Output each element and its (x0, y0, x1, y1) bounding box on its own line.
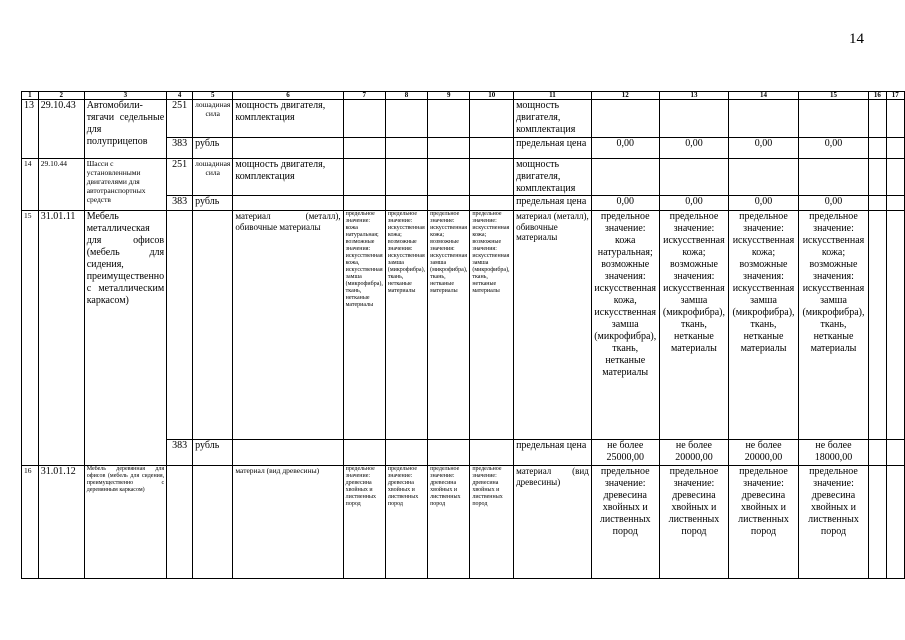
row-number: 14 (22, 159, 39, 211)
page-number: 14 (849, 31, 864, 47)
value-cell: 0,00 (729, 138, 799, 159)
value-cell (470, 100, 514, 138)
characteristic: предельная цена (514, 196, 592, 211)
value-cell (659, 159, 729, 196)
value-cell: предельное значение: искусственная кожа; возможные значения: искусственная замша (микрофибра), ткань, нетканые материалы (470, 211, 514, 440)
value-cell: предельное значение: древесина хвойных и лиственных пород (798, 466, 868, 579)
value-cell (343, 159, 385, 196)
value-cell (428, 100, 470, 138)
column-number-row (22, 92, 905, 100)
row-number: 15 (22, 211, 39, 466)
unit-name: рубль (193, 196, 233, 211)
value-cell: 0,00 (659, 196, 729, 211)
value-cell (385, 100, 427, 138)
value-cell: предельное значение: искусственная кожа; возможные значения: искусственная замша (микрофибра), ткань, нетканые материалы (659, 211, 729, 440)
value-cell (385, 440, 427, 466)
value-cell (869, 466, 886, 579)
value-cell: 0,00 (591, 138, 659, 159)
table-row-16 (22, 466, 905, 579)
value-cell (886, 159, 904, 196)
value-cell: предельное значение: кожа натуральная; возможные значения: искусственная кожа, искусственная замша (микрофибра), ткань, нетканые материалы (343, 211, 385, 440)
value-cell (869, 440, 886, 466)
value-cell (869, 211, 886, 440)
value-cell: предельное значение: древесина хвойных и лиственных пород (385, 466, 427, 579)
value-cell (343, 440, 385, 466)
unit-code: 383 (167, 440, 193, 466)
unit-name: рубль (193, 138, 233, 159)
table-row-13 (22, 100, 905, 138)
header-cell: 4 (167, 92, 193, 100)
value-cell: 0,00 (729, 196, 799, 211)
unit-code: 251 (167, 159, 193, 196)
value-cell: предельное значение: искусственная кожа; возможные значения: искусственная замша (микрофибра), ткань, нетканые материалы (798, 211, 868, 440)
unit-name: лошадиная сила (193, 159, 233, 196)
header-cell: 1 (22, 92, 39, 100)
table-row-15 (22, 211, 905, 440)
characteristic: предельная цена (514, 138, 592, 159)
characteristic: материал (вид древесины) (233, 466, 343, 579)
value-cell (428, 196, 470, 211)
value-cell (470, 159, 514, 196)
value-cell (385, 196, 427, 211)
characteristic: мощность двигателя, комплектация (233, 100, 343, 138)
header-cell: 14 (729, 92, 799, 100)
header-cell: 11 (514, 92, 592, 100)
characteristic: мощность двигателя, комплектация (514, 100, 592, 138)
value-cell: предельное значение: древесина хвойных и лиственных пород (659, 466, 729, 579)
value-cell: предельное значение: древесина хвойных и лиственных пород (729, 466, 799, 579)
unit-name: рубль (193, 440, 233, 466)
characteristic: материал (вид древесины) (514, 466, 592, 579)
header-cell: 16 (869, 92, 886, 100)
table-row-14 (22, 159, 905, 196)
value-cell (798, 100, 868, 138)
value-cell (659, 100, 729, 138)
value-cell (343, 100, 385, 138)
unit-code: 251 (167, 100, 193, 138)
characteristic: предельная цена (514, 440, 592, 466)
value-cell: 0,00 (659, 138, 729, 159)
value-cell: предельное значение: искусственная кожа; возможные значения: искусственная замша (микрофибра), ткань, нетканые материалы (428, 211, 470, 440)
value-cell (591, 159, 659, 196)
value-cell: не более 18000,00 (798, 440, 868, 466)
value-cell: не более 25000,00 (591, 440, 659, 466)
value-cell (591, 100, 659, 138)
header-cell: 5 (193, 92, 233, 100)
value-cell (233, 440, 343, 466)
value-cell: не более 20000,00 (729, 440, 799, 466)
requirements-table (21, 91, 905, 579)
characteristic: материал (металл), обивочные материалы (514, 211, 592, 440)
characteristic: мощность двигателя, комплектация (514, 159, 592, 196)
value-cell (729, 100, 799, 138)
unit-code: 383 (167, 138, 193, 159)
characteristic: материал (металл), обивочные материалы (233, 211, 343, 440)
value-cell (233, 196, 343, 211)
header-cell: 17 (886, 92, 904, 100)
value-cell (869, 159, 886, 196)
okpd-code: 29.10.44 (38, 159, 84, 211)
value-cell (886, 138, 904, 159)
value-cell (869, 100, 886, 138)
value-cell: предельное значение: древесина хвойных и лиственных пород (470, 466, 514, 579)
row-number: 16 (22, 466, 39, 579)
value-cell: 0,00 (591, 196, 659, 211)
value-cell (470, 440, 514, 466)
value-cell (886, 211, 904, 440)
header-cell: 9 (428, 92, 470, 100)
header-cell: 13 (659, 92, 729, 100)
value-cell: предельное значение: древесина хвойных и лиственных пород (428, 466, 470, 579)
value-cell (385, 159, 427, 196)
value-cell (886, 440, 904, 466)
value-cell: 0,00 (798, 196, 868, 211)
unit-code (167, 466, 193, 579)
header-cell: 7 (343, 92, 385, 100)
value-cell (428, 138, 470, 159)
value-cell (886, 100, 904, 138)
value-cell: предельное значение: древесина хвойных и лиственных пород (343, 466, 385, 579)
header-cell: 3 (84, 92, 166, 100)
okpd-code: 31.01.12 (38, 466, 84, 579)
value-cell (869, 196, 886, 211)
okpd-code: 29.10.43 (38, 100, 84, 159)
value-cell (343, 138, 385, 159)
item-name: Автомобили-тягачи седельные для полуприцепов (84, 100, 166, 159)
value-cell (470, 196, 514, 211)
okpd-code: 31.01.11 (38, 211, 84, 466)
value-cell (428, 159, 470, 196)
value-cell (233, 138, 343, 159)
value-cell: предельное значение: искусственная кожа; возможные значения: искусственная замша (микрофибра), ткань, нетканые материалы (729, 211, 799, 440)
characteristic: мощность двигателя, комплектация (233, 159, 343, 196)
value-cell: предельное значение: искусственная кожа; возможные значения: искусственная замша (микрофибра), ткань, нетканые материалы (385, 211, 427, 440)
header-cell: 12 (591, 92, 659, 100)
unit-code (167, 211, 193, 440)
header-cell: 6 (233, 92, 343, 100)
value-cell (385, 138, 427, 159)
value-cell (869, 138, 886, 159)
row-number: 13 (22, 100, 39, 159)
value-cell (798, 159, 868, 196)
value-cell (729, 159, 799, 196)
item-name: Мебель деревянная для офисов (мебель для сидения, преимущественно с деревянным каркасом) (84, 466, 166, 579)
value-cell (886, 466, 904, 579)
value-cell: предельное значение: древесина хвойных и лиственных пород (591, 466, 659, 579)
header-cell: 10 (470, 92, 514, 100)
unit-name (193, 211, 233, 440)
value-cell (886, 196, 904, 211)
value-cell (470, 138, 514, 159)
value-cell: не более 20000,00 (659, 440, 729, 466)
value-cell: предельное значение: кожа натуральная; возможные значения: искусственная кожа, искусственная замша (микрофибра), ткань, нетканые материалы (591, 211, 659, 440)
value-cell (343, 196, 385, 211)
header-cell: 2 (38, 92, 84, 100)
header-cell: 15 (798, 92, 868, 100)
value-cell: 0,00 (798, 138, 868, 159)
unit-name (193, 466, 233, 579)
unit-name: лошадиная сила (193, 100, 233, 138)
item-name: Мебель металлическая для офисов (мебель для сидения, преимущественно с металлическим каркасом) (84, 211, 166, 466)
value-cell (428, 440, 470, 466)
unit-code: 383 (167, 196, 193, 211)
header-cell: 8 (385, 92, 427, 100)
item-name: Шасси с установленными двигателями для автотранспортных средств (84, 159, 166, 211)
